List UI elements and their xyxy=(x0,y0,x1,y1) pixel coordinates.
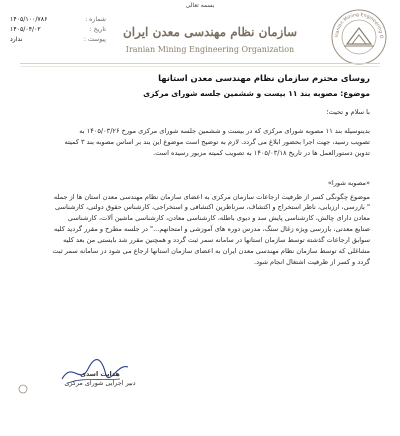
paragraph-line: صنایع معدنی، بازرسی ویژه زغال سنگ، مدرس دوره های آموزشی و امتحانهم..." در جلسه مطرح و مقرر گردید کلیه xyxy=(54,225,370,234)
resolution-heading: «مصوبه شورا» xyxy=(327,178,370,187)
header-divider-secondary xyxy=(20,66,380,67)
paragraph-line: موضوع چگونگی کسر از ظرفیت ارجاعات سازمان مرکزی به اعضای سازمان نظام مهندسی معدن استان ها از جمله xyxy=(53,192,370,201)
organization-logo xyxy=(330,8,388,66)
paragraph-line: تدوین دستورالعمل ها در تاریخ ۱۴۰۵/۰۳/۱۸ به تصویب کمیته مزبور رسیده است. xyxy=(152,148,370,157)
recipient-line: روسای محترم سازمان نظام مهندسی معدن استانها xyxy=(158,73,370,83)
organization-name-fa: سازمان نظام مهندسی معدن ایران xyxy=(122,25,298,39)
invocation: بسمه تعالی xyxy=(185,2,215,9)
meta-number xyxy=(10,14,106,24)
meta-attachment xyxy=(10,34,106,44)
subject-line: موضوع: مصوبه بند ۱۱ بیست و ششمین جلسه شورای مرکزی xyxy=(143,89,370,98)
letter-body xyxy=(22,72,370,268)
greeting: با سلام و تحیت؛ xyxy=(326,108,370,116)
letter-meta xyxy=(10,14,106,44)
signature-block xyxy=(40,370,160,388)
paragraph-line: تصویب رسید، جهت اجرا بحضور ابلاغ می گردد. لازم به توضیح است موضوع این بند بر اساس مصوبه بند ۳ کمیته xyxy=(64,137,370,146)
meta-date xyxy=(10,24,106,34)
seal-mark xyxy=(18,384,28,394)
number-value: ۱۴۰۵/۱۰۰/۷۸۶ xyxy=(10,15,48,23)
paragraph-line: " بازرسی، ارزیابی، ناظر استخراج و اکتشاف، سرناظرین اکتشافی و استخراجی، کارشناس حقوق دولتی، کارشناسی xyxy=(55,203,370,212)
header-divider xyxy=(20,63,380,64)
date-label: تاریخ : xyxy=(89,25,106,33)
attachment-value: ندارد xyxy=(10,35,23,43)
organization-name-en: Iranian Mining Engineering Organization xyxy=(125,45,295,54)
logo-lettering: Iranian Mining Engineering O xyxy=(334,12,384,39)
paragraph-line: سوابق ارجاعات گذشته توسط سازمان استانها در سامانه سمر ثبت گردد و همچنین مقرر شد بایستی من بعد کلیه xyxy=(63,236,370,245)
attachment-label: پیوست : xyxy=(83,35,106,43)
paragraph-line: گردد و کسر از ظرفیت اشتغال انجام شود. xyxy=(254,257,370,266)
paragraph-line: مشاغلی که توسط سازمان نظام مهندسی معدن ایران به اعضای سازمان استانها ارجاع می شود در سامانه سمر ثبت xyxy=(52,247,370,256)
paragraph-resolution xyxy=(22,192,370,268)
paragraph-announcement xyxy=(22,126,370,159)
paragraph-line: معادن دارای چالش، کارشناسی پایش سد و دیوی باطله، کارشناسی معادن، کارشناسی ماشین آلات، کارشناسی xyxy=(67,214,370,223)
number-label: شماره : xyxy=(85,15,106,23)
paragraph-line: بدینوسیله بند ۱۱ مصوبه شورای مرکزی که در بیست و ششمین جلسه شورای مرکزی مورخ ۱۴۰۵/۰۳/۲۶ به xyxy=(79,126,370,135)
signatory-title: دبیر اجرایی شورای مرکزی xyxy=(64,379,136,387)
signatory-name: هدایت اسدی xyxy=(80,370,120,378)
date-value: ۱۴۰۵/۰۴/۰۲ xyxy=(10,25,41,33)
